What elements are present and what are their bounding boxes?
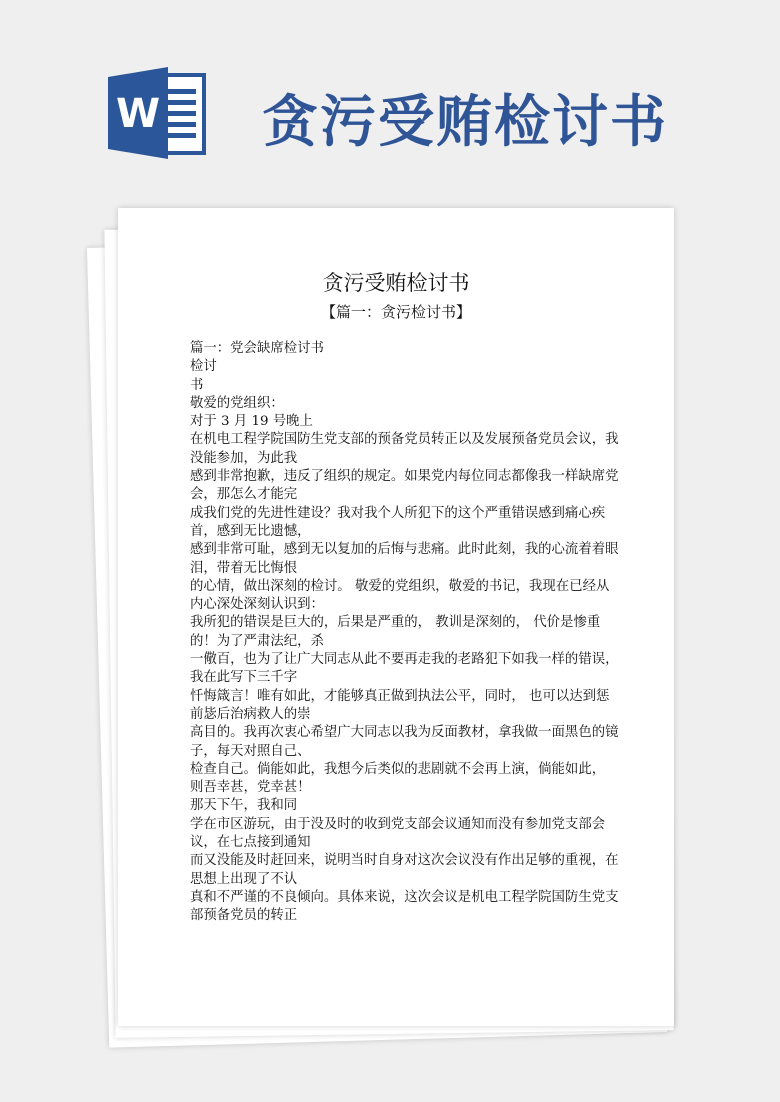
body-line: 的心情，做出深刻的检讨。 敬爱的党组织，敬爱的书记，我现在已经从内心深处深刻认识到：: [190, 578, 610, 613]
document-page: [118, 208, 674, 1026]
body-line: 对于 3 月 19 号晚上: [190, 414, 313, 430]
body-line: 我所犯的错误是巨大的，后果是严重的， 教训是深刻的， 代价是惨重的！为了严肃法纪，杀: [190, 615, 601, 649]
banner-title: 贪污受贿检讨书: [262, 90, 668, 155]
body-line: 在机电工程学院国防生党支部的预备党员转正以及发展预备党员会议，我没能参加，为此我: [190, 432, 619, 466]
body-line: 成我们党的先进性建设？我对我个人所犯下的这个严重错误感到痛心疾首，感到无比遗憾，: [190, 505, 606, 539]
body-line: 那天下午，我和同: [190, 798, 298, 814]
document-title: 贪污受贿检讨书: [322, 271, 470, 295]
logo-letter: W: [115, 91, 161, 137]
body-line: 书: [190, 377, 204, 393]
body-line: 感到非常抱歉，违反了组织的规定。如果党内每位同志都像我一样缺席党会，那怎么才能完: [190, 469, 619, 503]
document-body: [190, 340, 620, 926]
body-line: 篇一：党会缺席检讨书: [190, 341, 324, 356]
body-line: 检查自己。倘能如此，我想今后类似的悲剧就不会再上演，倘能如此， 则吾幸甚，党幸甚！: [190, 761, 606, 796]
body-line: 敬爱的党组织：: [190, 395, 284, 411]
word-document-icon: [108, 67, 208, 159]
body-line: 而又没能及时赶回来，说明当时自身对这次会议没有作出足够的重视，在思想上出现了不认: [190, 853, 619, 887]
body-line: 高目的。我再次衷心希望广大同志以我为反面教材，拿我做一面黑色的镜子，每天对照自己、: [190, 725, 619, 759]
document-subtitle: 【篇一：贪污检讨书】: [320, 303, 471, 321]
body-line: 感到非常可耻，感到无以复加的后悔与悲痛。此时此刻，我的心流着着眼泪，带着无比悔恨: [190, 542, 619, 576]
body-line: 忏悔箴言！唯有如此，才能够真正做到执法公平，同时， 也可以达到惩前毖后治病救人的崇: [190, 688, 610, 722]
body-line: 真和不严谨的不良倾向。具体来说，这次会议是机电工程学院国防生党支部预备党员的转正: [190, 889, 619, 924]
body-line: 检讨: [190, 359, 217, 375]
banner: [0, 0, 780, 210]
body-line: 一儆百，也为了让广大同志从此不要再走我的老路犯下如我一样的错误，我在此写下三千字: [190, 652, 619, 686]
body-line: 学在市区游玩，由于没及时的收到党支部会议通知而没有参加党支部会议，在七点接到通知: [190, 816, 606, 851]
